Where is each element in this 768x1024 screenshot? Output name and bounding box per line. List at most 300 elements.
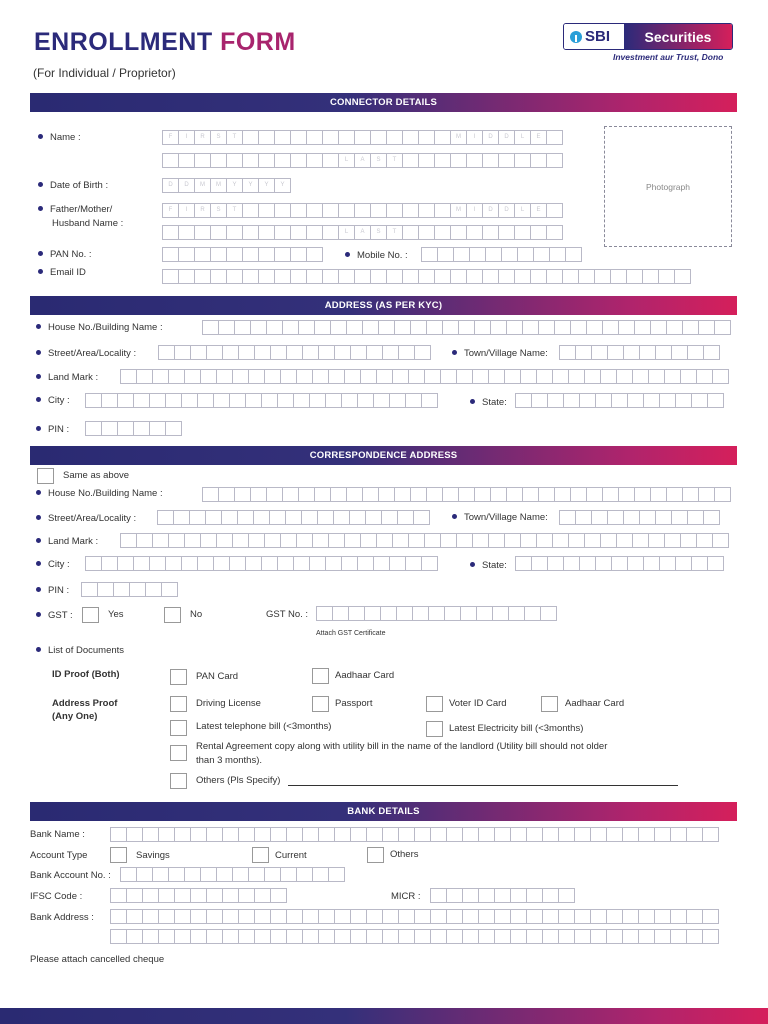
char-box[interactable]: M: [210, 178, 227, 193]
c-town-field[interactable]: [559, 510, 719, 525]
char-box[interactable]: [530, 225, 547, 240]
char-box[interactable]: [280, 867, 297, 882]
char-box[interactable]: [254, 345, 271, 360]
char-box[interactable]: [430, 827, 447, 842]
char-box[interactable]: [165, 421, 182, 436]
char-box[interactable]: [606, 827, 623, 842]
char-box[interactable]: [533, 247, 550, 262]
char-box[interactable]: [639, 345, 656, 360]
char-box[interactable]: [579, 393, 596, 408]
char-box[interactable]: [322, 269, 339, 284]
char-box[interactable]: [293, 556, 310, 571]
char-box[interactable]: [226, 153, 243, 168]
char-box[interactable]: [261, 556, 278, 571]
char-box[interactable]: [421, 393, 438, 408]
char-box[interactable]: [563, 556, 580, 571]
char-box[interactable]: [520, 533, 537, 548]
char-box[interactable]: [434, 203, 451, 218]
char-box[interactable]: [296, 867, 313, 882]
char-box[interactable]: M: [450, 130, 467, 145]
char-box[interactable]: [162, 225, 179, 240]
char-box[interactable]: [178, 153, 195, 168]
char-box[interactable]: [658, 269, 675, 284]
char-box[interactable]: [362, 320, 379, 335]
char-box[interactable]: [378, 487, 395, 502]
char-box[interactable]: [254, 929, 271, 944]
char-box[interactable]: [318, 909, 335, 924]
char-box[interactable]: [402, 203, 419, 218]
char-box[interactable]: [184, 867, 201, 882]
char-box[interactable]: [97, 582, 114, 597]
char-box[interactable]: [254, 909, 271, 924]
char-box[interactable]: [671, 345, 688, 360]
char-box[interactable]: [602, 487, 619, 502]
char-box[interactable]: [248, 369, 265, 384]
char-box[interactable]: [334, 827, 351, 842]
char-box[interactable]: [290, 203, 307, 218]
char-box[interactable]: [264, 369, 281, 384]
char-box[interactable]: [373, 393, 390, 408]
char-box[interactable]: [554, 487, 571, 502]
char-box[interactable]: [344, 533, 361, 548]
char-box[interactable]: [456, 533, 473, 548]
char-box[interactable]: [264, 867, 281, 882]
char-box[interactable]: [575, 345, 592, 360]
char-box[interactable]: S: [370, 225, 387, 240]
char-box[interactable]: [142, 888, 159, 903]
char-box[interactable]: [546, 130, 563, 145]
char-box[interactable]: [574, 827, 591, 842]
char-box[interactable]: [158, 888, 175, 903]
char-box[interactable]: [562, 269, 579, 284]
char-box[interactable]: [462, 888, 479, 903]
char-box[interactable]: [568, 369, 585, 384]
char-box[interactable]: S: [370, 153, 387, 168]
char-box[interactable]: [421, 556, 438, 571]
char-box[interactable]: [274, 247, 291, 262]
account-no-field[interactable]: [120, 867, 344, 882]
char-box[interactable]: [81, 582, 98, 597]
char-box[interactable]: [453, 247, 470, 262]
char-box[interactable]: [290, 247, 307, 262]
char-box[interactable]: [316, 606, 333, 621]
char-box[interactable]: [402, 269, 419, 284]
char-box[interactable]: [245, 393, 262, 408]
char-box[interactable]: [490, 487, 507, 502]
char-box[interactable]: [691, 393, 708, 408]
char-box[interactable]: [306, 203, 323, 218]
char-box[interactable]: [472, 369, 489, 384]
char-box[interactable]: [258, 269, 275, 284]
char-box[interactable]: [174, 909, 191, 924]
char-box[interactable]: [413, 510, 430, 525]
char-box[interactable]: M: [450, 203, 467, 218]
char-box[interactable]: [698, 320, 715, 335]
char-box[interactable]: [510, 888, 527, 903]
char-box[interactable]: [531, 556, 548, 571]
char-box[interactable]: [370, 130, 387, 145]
char-box[interactable]: [552, 369, 569, 384]
char-box[interactable]: [229, 393, 246, 408]
char-box[interactable]: [314, 320, 331, 335]
aadhaar-card-address-checkbox[interactable]: [541, 696, 558, 712]
char-box[interactable]: [120, 867, 137, 882]
char-box[interactable]: [290, 269, 307, 284]
char-box[interactable]: [506, 320, 523, 335]
char-box[interactable]: [590, 827, 607, 842]
char-box[interactable]: [696, 533, 713, 548]
char-box[interactable]: [712, 369, 729, 384]
char-box[interactable]: [670, 929, 687, 944]
char-box[interactable]: [638, 929, 655, 944]
char-box[interactable]: [129, 582, 146, 597]
char-box[interactable]: [158, 345, 175, 360]
char-box[interactable]: [314, 487, 331, 502]
c-house-field[interactable]: [202, 487, 730, 502]
char-box[interactable]: [410, 320, 427, 335]
char-box[interactable]: [627, 556, 644, 571]
char-box[interactable]: [309, 393, 326, 408]
char-box[interactable]: [517, 247, 534, 262]
char-box[interactable]: Y: [274, 178, 291, 193]
char-box[interactable]: [671, 510, 688, 525]
char-box[interactable]: [565, 247, 582, 262]
char-box[interactable]: [424, 533, 441, 548]
char-box[interactable]: [547, 393, 564, 408]
char-box[interactable]: [264, 533, 281, 548]
char-box[interactable]: [226, 269, 243, 284]
char-box[interactable]: [133, 393, 150, 408]
char-box[interactable]: [133, 421, 150, 436]
char-box[interactable]: [206, 888, 223, 903]
char-box[interactable]: [686, 929, 703, 944]
char-box[interactable]: [626, 269, 643, 284]
char-box[interactable]: [514, 269, 531, 284]
char-box[interactable]: [162, 153, 179, 168]
char-box[interactable]: [238, 888, 255, 903]
char-box[interactable]: [426, 487, 443, 502]
char-box[interactable]: [318, 827, 335, 842]
char-box[interactable]: [213, 556, 230, 571]
char-box[interactable]: [338, 269, 355, 284]
char-box[interactable]: [205, 510, 222, 525]
char-box[interactable]: [538, 320, 555, 335]
char-box[interactable]: [675, 556, 692, 571]
char-box[interactable]: [531, 393, 548, 408]
char-box[interactable]: [618, 487, 635, 502]
char-box[interactable]: [634, 320, 651, 335]
char-box[interactable]: [306, 269, 323, 284]
char-box[interactable]: [152, 369, 169, 384]
char-box[interactable]: [242, 269, 259, 284]
char-box[interactable]: [270, 909, 287, 924]
char-box[interactable]: [418, 153, 435, 168]
char-box[interactable]: [574, 909, 591, 924]
char-box[interactable]: [126, 888, 143, 903]
char-box[interactable]: [563, 393, 580, 408]
name-first-row[interactable]: [162, 130, 562, 145]
char-box[interactable]: [133, 556, 150, 571]
char-box[interactable]: [242, 225, 259, 240]
char-box[interactable]: [606, 929, 623, 944]
char-box[interactable]: [501, 247, 518, 262]
char-box[interactable]: [402, 225, 419, 240]
char-box[interactable]: [536, 369, 553, 384]
others-specify-line[interactable]: [288, 785, 678, 786]
char-box[interactable]: [237, 510, 254, 525]
char-box[interactable]: [444, 606, 461, 621]
bank-address-field-2[interactable]: [110, 929, 718, 944]
ifsc-field[interactable]: [110, 888, 286, 903]
char-box[interactable]: [354, 130, 371, 145]
passport-checkbox[interactable]: [312, 696, 329, 712]
char-box[interactable]: [446, 909, 463, 924]
char-box[interactable]: [622, 909, 639, 924]
bank-name-field[interactable]: [110, 827, 718, 842]
char-box[interactable]: [591, 345, 608, 360]
char-box[interactable]: [478, 827, 495, 842]
char-box[interactable]: [542, 909, 559, 924]
telephone-bill-checkbox[interactable]: [170, 720, 187, 736]
char-box[interactable]: [526, 888, 543, 903]
char-box[interactable]: [184, 369, 201, 384]
char-box[interactable]: [286, 929, 303, 944]
char-box[interactable]: [126, 827, 143, 842]
char-box[interactable]: F: [162, 130, 179, 145]
char-box[interactable]: [306, 130, 323, 145]
char-box[interactable]: [178, 225, 195, 240]
char-box[interactable]: [174, 345, 191, 360]
char-box[interactable]: [376, 533, 393, 548]
char-box[interactable]: [472, 533, 489, 548]
char-box[interactable]: [579, 556, 596, 571]
char-box[interactable]: [381, 510, 398, 525]
char-box[interactable]: [389, 393, 406, 408]
char-box[interactable]: [325, 393, 342, 408]
char-box[interactable]: [632, 533, 649, 548]
char-box[interactable]: [149, 556, 166, 571]
char-box[interactable]: [526, 827, 543, 842]
char-box[interactable]: [526, 929, 543, 944]
char-box[interactable]: [696, 369, 713, 384]
char-box[interactable]: [559, 345, 576, 360]
char-box[interactable]: I: [466, 203, 483, 218]
char-box[interactable]: [328, 533, 345, 548]
char-box[interactable]: [149, 421, 166, 436]
char-box[interactable]: [659, 393, 676, 408]
char-box[interactable]: [202, 320, 219, 335]
char-box[interactable]: [376, 369, 393, 384]
char-box[interactable]: [611, 556, 628, 571]
char-box[interactable]: [341, 556, 358, 571]
char-box[interactable]: [213, 393, 230, 408]
char-box[interactable]: [600, 533, 617, 548]
char-box[interactable]: D: [162, 178, 179, 193]
char-box[interactable]: [514, 153, 531, 168]
char-box[interactable]: [405, 556, 422, 571]
char-box[interactable]: [222, 345, 239, 360]
char-box[interactable]: [190, 888, 207, 903]
char-box[interactable]: [290, 153, 307, 168]
char-box[interactable]: [194, 247, 211, 262]
char-box[interactable]: [421, 247, 438, 262]
char-box[interactable]: [664, 533, 681, 548]
char-box[interactable]: [498, 153, 515, 168]
char-box[interactable]: [570, 320, 587, 335]
char-box[interactable]: [136, 533, 153, 548]
char-box[interactable]: [524, 606, 541, 621]
char-box[interactable]: [242, 203, 259, 218]
char-box[interactable]: [293, 393, 310, 408]
char-box[interactable]: [274, 130, 291, 145]
char-box[interactable]: [221, 510, 238, 525]
char-box[interactable]: [494, 909, 511, 924]
char-box[interactable]: T: [386, 153, 403, 168]
state-field[interactable]: [515, 393, 723, 408]
char-box[interactable]: [309, 556, 326, 571]
char-box[interactable]: [440, 369, 457, 384]
char-box[interactable]: [206, 345, 223, 360]
char-box[interactable]: [85, 421, 102, 436]
char-box[interactable]: [686, 827, 703, 842]
char-box[interactable]: [348, 606, 365, 621]
char-box[interactable]: [318, 929, 335, 944]
char-box[interactable]: [218, 320, 235, 335]
char-box[interactable]: Y: [226, 178, 243, 193]
char-box[interactable]: [680, 369, 697, 384]
char-box[interactable]: [450, 269, 467, 284]
char-box[interactable]: [618, 320, 635, 335]
char-box[interactable]: [350, 345, 367, 360]
char-box[interactable]: [442, 320, 459, 335]
char-box[interactable]: [426, 320, 443, 335]
char-box[interactable]: [450, 153, 467, 168]
char-box[interactable]: [346, 320, 363, 335]
char-box[interactable]: [290, 225, 307, 240]
char-box[interactable]: [290, 130, 307, 145]
char-box[interactable]: [181, 556, 198, 571]
char-box[interactable]: [234, 487, 251, 502]
char-box[interactable]: [654, 909, 671, 924]
char-box[interactable]: [546, 153, 563, 168]
char-box[interactable]: [392, 369, 409, 384]
char-box[interactable]: [364, 606, 381, 621]
char-box[interactable]: S: [210, 203, 227, 218]
char-box[interactable]: [546, 203, 563, 218]
char-box[interactable]: [469, 247, 486, 262]
char-box[interactable]: [398, 909, 415, 924]
char-box[interactable]: [714, 320, 731, 335]
char-box[interactable]: [586, 320, 603, 335]
char-box[interactable]: [607, 510, 624, 525]
char-box[interactable]: [266, 487, 283, 502]
char-box[interactable]: [627, 393, 644, 408]
char-box[interactable]: [274, 225, 291, 240]
char-box[interactable]: [277, 556, 294, 571]
char-box[interactable]: [149, 393, 166, 408]
char-box[interactable]: [238, 909, 255, 924]
char-box[interactable]: [142, 929, 159, 944]
char-box[interactable]: [494, 888, 511, 903]
aadhaar-card-checkbox[interactable]: [312, 668, 329, 684]
char-box[interactable]: [229, 556, 246, 571]
char-box[interactable]: [402, 130, 419, 145]
char-box[interactable]: [117, 556, 134, 571]
char-box[interactable]: [242, 247, 259, 262]
char-box[interactable]: [382, 909, 399, 924]
char-box[interactable]: [334, 909, 351, 924]
char-box[interactable]: [482, 153, 499, 168]
char-box[interactable]: [538, 487, 555, 502]
char-box[interactable]: [258, 153, 275, 168]
char-box[interactable]: [611, 393, 628, 408]
char-box[interactable]: [494, 929, 511, 944]
char-box[interactable]: [488, 533, 505, 548]
char-box[interactable]: [197, 393, 214, 408]
char-box[interactable]: [120, 369, 137, 384]
char-box[interactable]: [622, 929, 639, 944]
char-box[interactable]: [536, 533, 553, 548]
char-box[interactable]: [530, 153, 547, 168]
char-box[interactable]: [558, 827, 575, 842]
char-box[interactable]: [494, 827, 511, 842]
char-box[interactable]: [85, 393, 102, 408]
char-box[interactable]: [654, 827, 671, 842]
char-box[interactable]: [258, 130, 275, 145]
char-box[interactable]: [478, 909, 495, 924]
char-box[interactable]: [654, 929, 671, 944]
char-box[interactable]: [306, 225, 323, 240]
char-box[interactable]: [639, 510, 656, 525]
char-box[interactable]: [568, 533, 585, 548]
driving-license-checkbox[interactable]: [170, 696, 187, 712]
char-box[interactable]: [360, 533, 377, 548]
char-box[interactable]: [638, 909, 655, 924]
char-box[interactable]: [682, 487, 699, 502]
char-box[interactable]: T: [386, 225, 403, 240]
char-box[interactable]: [460, 606, 477, 621]
char-box[interactable]: [258, 225, 275, 240]
char-box[interactable]: [286, 345, 303, 360]
char-box[interactable]: [312, 533, 329, 548]
house-field[interactable]: [202, 320, 730, 335]
char-box[interactable]: [210, 269, 227, 284]
char-box[interactable]: L: [514, 130, 531, 145]
char-box[interactable]: [462, 827, 479, 842]
char-box[interactable]: D: [498, 203, 515, 218]
char-box[interactable]: [202, 487, 219, 502]
char-box[interactable]: [318, 345, 335, 360]
char-box[interactable]: [616, 369, 633, 384]
char-box[interactable]: [110, 827, 127, 842]
char-box[interactable]: [366, 345, 383, 360]
char-box[interactable]: [270, 929, 287, 944]
char-box[interactable]: [398, 345, 415, 360]
char-box[interactable]: [418, 269, 435, 284]
char-box[interactable]: [328, 867, 345, 882]
char-box[interactable]: [584, 533, 601, 548]
char-box[interactable]: [380, 606, 397, 621]
char-box[interactable]: [258, 247, 275, 262]
char-box[interactable]: [408, 369, 425, 384]
char-box[interactable]: [242, 130, 259, 145]
rental-agreement-checkbox[interactable]: [170, 745, 187, 761]
char-box[interactable]: [168, 369, 185, 384]
char-box[interactable]: [298, 487, 315, 502]
char-box[interactable]: [650, 320, 667, 335]
char-box[interactable]: [382, 345, 399, 360]
photograph-box[interactable]: [604, 126, 732, 247]
